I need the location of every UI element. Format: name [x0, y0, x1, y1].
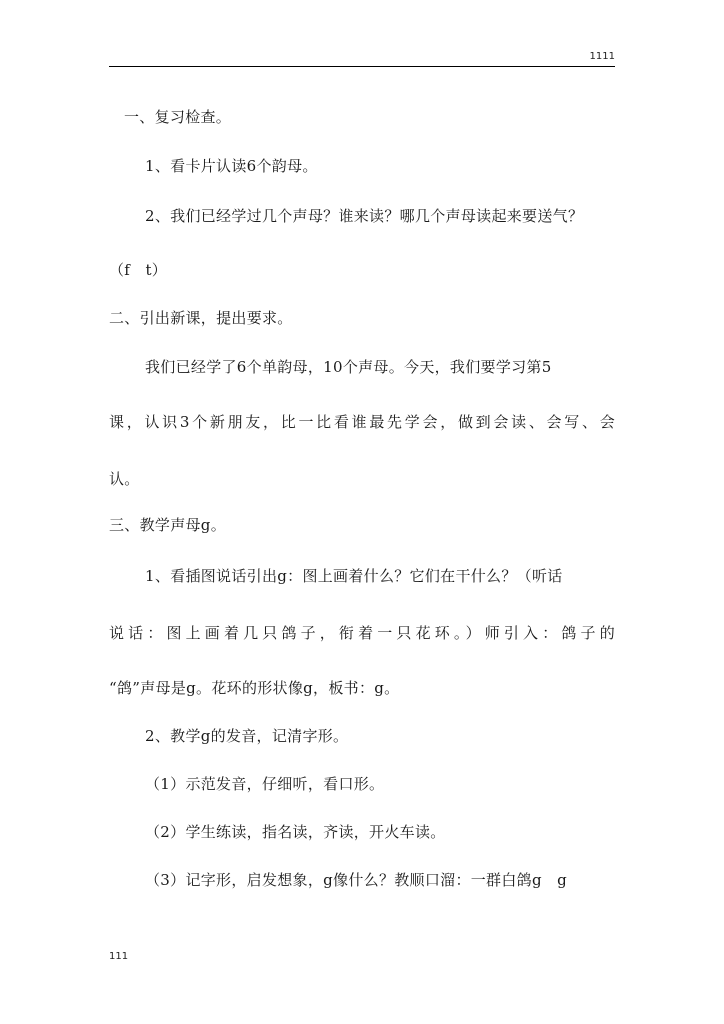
- paragraph-line: 认。: [109, 470, 140, 488]
- paragraph-line: 1、看卡片认读6个韵母。: [145, 157, 318, 175]
- section-heading-review: 一、复习检查。: [124, 108, 232, 126]
- paragraph-line: 我们已经学了6个单韵母，10个声母。今天，我们要学习第5: [145, 358, 552, 376]
- paragraph-line: 说话：图上画着几只鸽子，衔着一只花环。）师引入：鸽子的: [109, 624, 615, 642]
- paragraph-line: 课，认识3个新朋友，比一比看谁最先学会，做到会读、会写、会: [109, 413, 615, 431]
- paragraph-line: 1、看插图说话引出g：图上画着什么？它们在干什么？（听话: [145, 567, 563, 585]
- paragraph-line: “鸽”声母是g。花环的形状像g，板书：g。: [109, 679, 400, 697]
- footer-page-number: 111: [109, 951, 129, 962]
- paragraph-line: （1）示范发音，仔细听，看口形。: [145, 775, 385, 793]
- paragraph-line: 2、我们已经学过几个声母？谁来读？哪几个声母读起来要送气？: [145, 207, 584, 225]
- section-heading-new-lesson: 二、引出新课，提出要求。: [109, 309, 293, 327]
- paragraph-line: 2、教学g的发音，记清字形。: [145, 727, 349, 745]
- header-rule: [109, 66, 615, 67]
- section-heading-teach-g: 三、教学声母g。: [109, 516, 227, 534]
- paragraph-line: （3）记字形，启发想象，g像什么？教顺口溜：一群白鸽g g: [145, 871, 568, 889]
- paragraph-line: （f t）: [109, 261, 168, 279]
- paragraph-line: （2）学生练读，指名读，齐读，开火车读。: [145, 823, 446, 841]
- header-page-number: 1111: [589, 51, 615, 62]
